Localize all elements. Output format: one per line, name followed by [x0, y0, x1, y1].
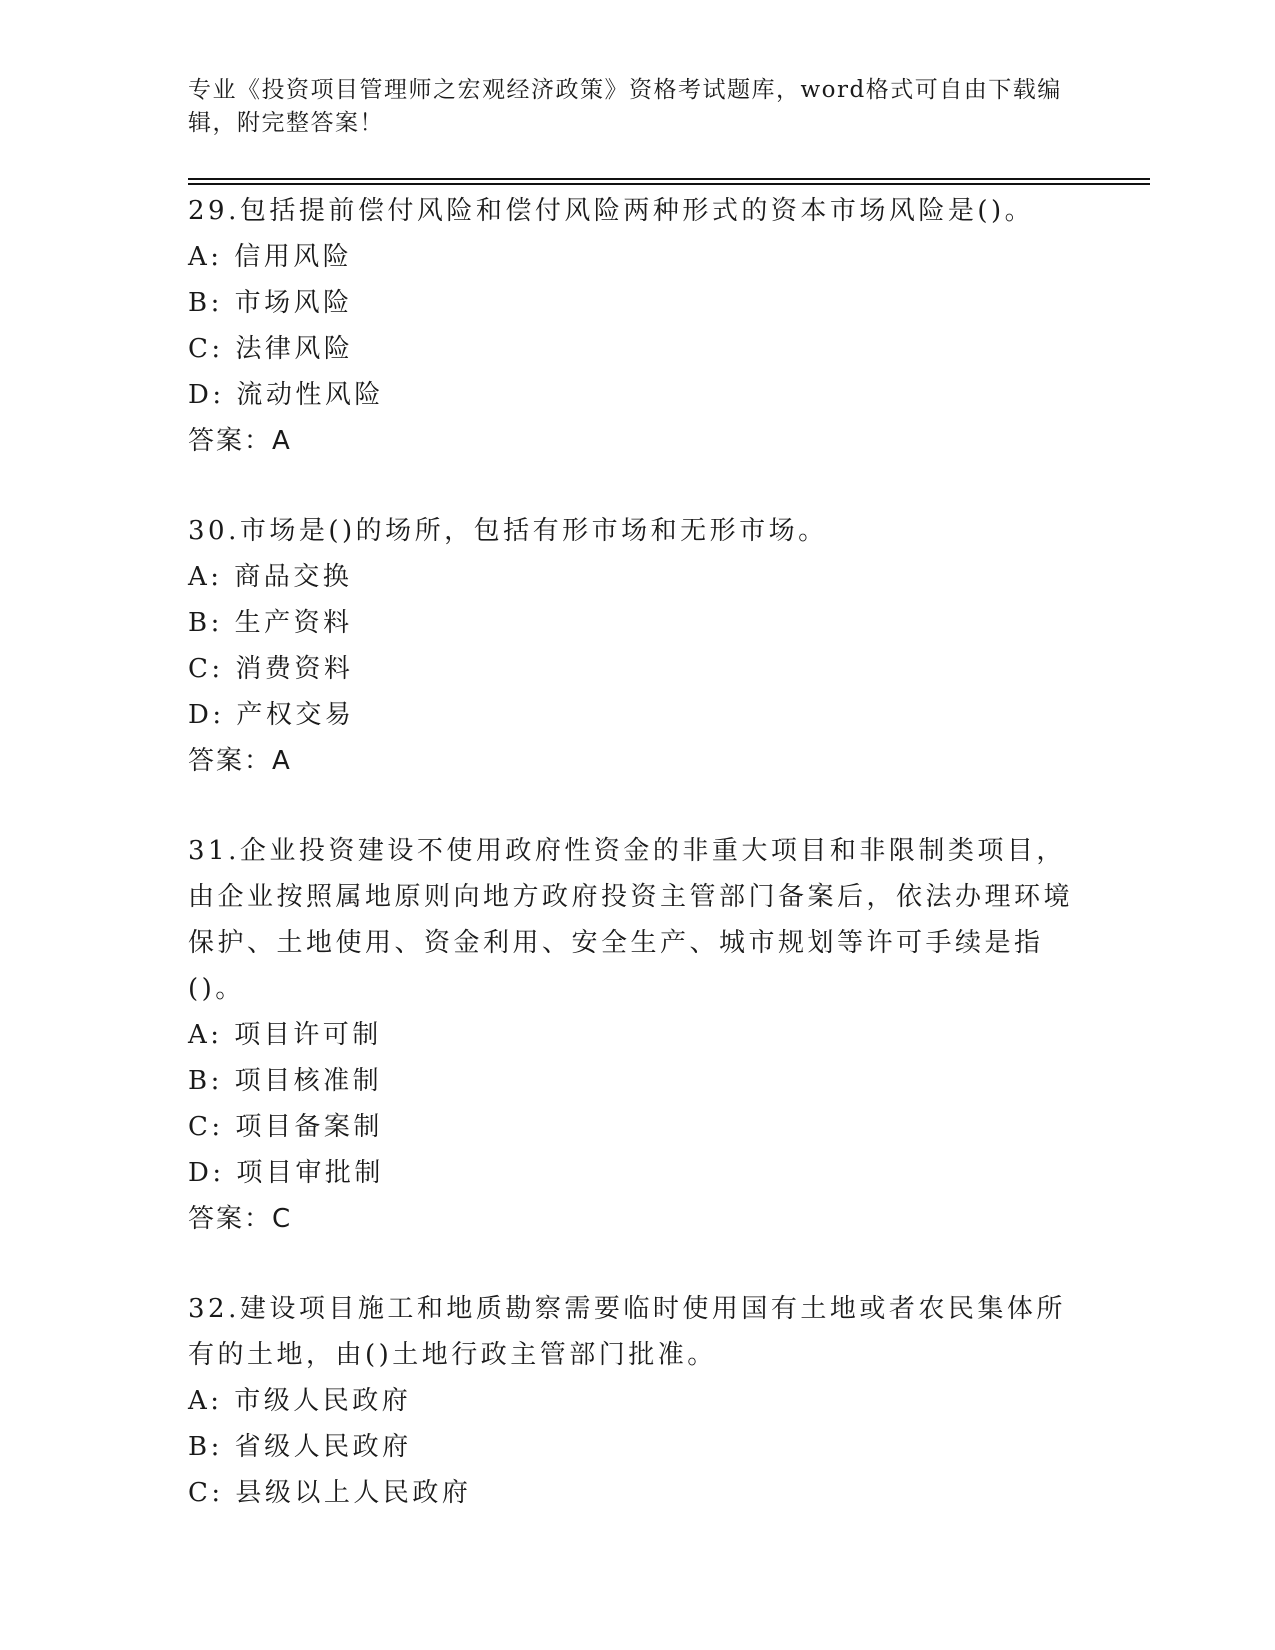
question-list [188, 188, 1088, 1560]
answer-line: 答案：C [188, 1204, 293, 1234]
option-b: B: 省级人民政府 [188, 1432, 412, 1462]
option-c: C: 法律风险 [188, 334, 354, 364]
option-c: C: 消费资料 [188, 654, 354, 684]
option-d: D: 项目审批制 [188, 1158, 384, 1188]
option-c: C: 县级以上人民政府 [188, 1478, 472, 1508]
question-text: 30.市场是()的场所，包括有形市场和无形市场。 [188, 516, 828, 546]
option-b: B: 项目核准制 [188, 1066, 383, 1096]
header-divider-bottom [188, 183, 1150, 185]
option-a: A: 市级人民政府 [188, 1386, 412, 1416]
option-b: B: 市场风险 [188, 288, 353, 318]
option-b: B: 生产资料 [188, 608, 353, 638]
question-29 [188, 188, 1088, 464]
question-30 [188, 508, 1088, 784]
header-divider-top [188, 178, 1150, 180]
option-a: A: 商品交换 [188, 562, 353, 592]
question-text: 29.包括提前偿付风险和偿付风险两种形式的资本市场风险是()。 [188, 196, 1035, 226]
question-31 [188, 828, 1088, 1242]
answer-line: 答案：A [188, 746, 292, 776]
option-d: D: 产权交易 [188, 700, 355, 730]
question-text: 31.企业投资建设不使用政府性资金的非重大项目和非限制类项目，由企业按照属地原则向地方政府投资主管部门备案后，依法办理环境保护、土地使用、资金利用、安全生产、城市规划等许可手续是指()。 [188, 836, 1074, 1004]
answer-line: 答案：A [188, 426, 292, 456]
option-a: A: 项目许可制 [188, 1020, 382, 1050]
question-32 [188, 1286, 1088, 1516]
question-text: 32.建设项目施工和地质勘察需要临时使用国有土地或者农民集体所有的土地，由()土地行政主管部门批准。 [188, 1294, 1066, 1370]
document-header: 专业《投资项目管理师之宏观经济政策》资格考试题库，word格式可自由下载编辑，附完整答案！ [188, 77, 1062, 136]
option-a: A: 信用风险 [188, 242, 353, 272]
option-d: D: 流动性风险 [188, 380, 384, 410]
option-c: C: 项目备案制 [188, 1112, 383, 1142]
